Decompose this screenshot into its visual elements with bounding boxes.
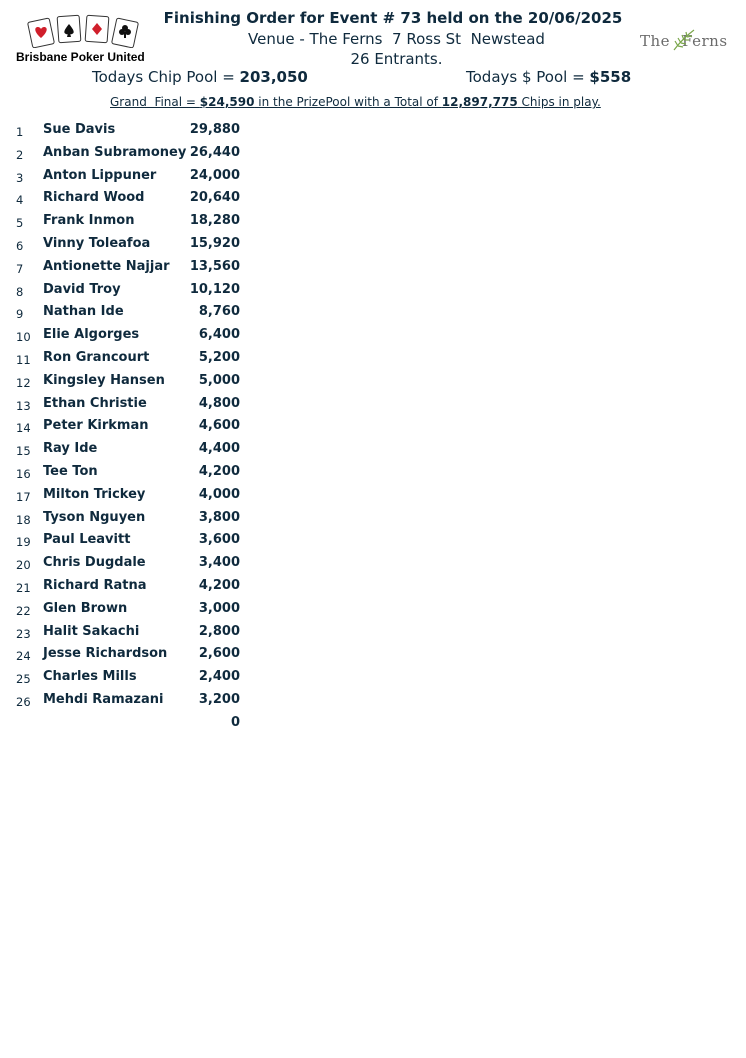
dollar-pool-label: Todays $ Pool = bbox=[466, 68, 590, 86]
result-row bbox=[0, 279, 260, 302]
chip-count: 8,760 bbox=[198, 304, 240, 320]
player-name: David Troy bbox=[43, 281, 121, 297]
player-name: Ron Grancourt bbox=[43, 349, 150, 365]
chip-count: 2,400 bbox=[198, 669, 240, 685]
result-row bbox=[0, 210, 260, 233]
player-name: Jesse Richardson bbox=[43, 646, 168, 662]
chip-count: 6,400 bbox=[198, 327, 240, 343]
finish-position: 26 bbox=[16, 694, 31, 709]
finish-position: 11 bbox=[16, 352, 31, 367]
ferns-text-a: The bbox=[640, 32, 671, 50]
finish-position: 17 bbox=[16, 489, 31, 504]
player-name: Anton Lippuner bbox=[43, 167, 157, 183]
chip-count: 4,000 bbox=[198, 486, 240, 502]
grand-final-prefix: Grand Final = bbox=[110, 95, 200, 109]
player-name: Ethan Christie bbox=[43, 395, 147, 411]
playing-cards-icon bbox=[24, 14, 144, 48]
finish-position: 13 bbox=[16, 398, 31, 413]
chip-count: 4,600 bbox=[198, 418, 240, 434]
chip-count: 3,200 bbox=[198, 691, 240, 707]
finish-position: 16 bbox=[16, 466, 31, 481]
result-row bbox=[0, 666, 260, 689]
player-name: Frank Inmon bbox=[43, 213, 135, 229]
entrants-count: 26 Entrants. bbox=[350, 50, 443, 68]
result-row bbox=[0, 529, 260, 552]
finish-position: 8 bbox=[16, 284, 24, 299]
ferns-text-b: Ferns bbox=[682, 32, 728, 50]
result-row bbox=[0, 301, 260, 324]
chip-pool-value: 203,050 bbox=[239, 68, 308, 86]
result-row bbox=[0, 233, 260, 256]
result-row bbox=[0, 461, 260, 484]
player-name: Halit Sakachi bbox=[43, 623, 140, 639]
result-row bbox=[0, 347, 260, 370]
player-name: Vinny Toleafoa bbox=[43, 235, 151, 251]
result-row bbox=[0, 415, 260, 438]
grand-final-chips: 12,897,775 bbox=[441, 95, 518, 109]
player-name: Paul Leavitt bbox=[43, 532, 131, 548]
grand-final-middle: in the PrizePool with a Total of bbox=[254, 95, 442, 109]
finish-position: 4 bbox=[16, 193, 24, 208]
results-list bbox=[0, 119, 260, 734]
venue-line: Venue - The Ferns 7 Ross St Newstead bbox=[248, 30, 545, 48]
player-name: Tee Ton bbox=[43, 463, 98, 479]
chip-count: 3,400 bbox=[198, 555, 240, 571]
finish-position: 24 bbox=[16, 649, 31, 664]
finish-position: 3 bbox=[16, 170, 24, 185]
chip-count: 26,440 bbox=[189, 144, 240, 160]
chip-count: 3,000 bbox=[198, 600, 240, 616]
chip-count: 2,800 bbox=[198, 623, 240, 639]
chip-count: 5,200 bbox=[198, 349, 240, 365]
player-name: Glen Brown bbox=[43, 600, 128, 616]
result-row bbox=[0, 507, 260, 530]
chip-pool bbox=[92, 68, 308, 86]
player-name: Kingsley Hansen bbox=[43, 372, 165, 388]
result-row bbox=[0, 142, 260, 165]
result-row bbox=[0, 552, 260, 575]
finish-position: 12 bbox=[16, 375, 31, 390]
result-row bbox=[0, 324, 260, 347]
chip-count: 29,880 bbox=[189, 122, 240, 137]
player-name: Antionette Najjar bbox=[43, 258, 170, 274]
result-row bbox=[0, 393, 260, 416]
chip-pool-label: Todays Chip Pool = bbox=[92, 68, 240, 86]
chip-count: 18,280 bbox=[189, 213, 240, 229]
chip-count: 3,600 bbox=[198, 532, 240, 548]
finish-position: 18 bbox=[16, 512, 31, 527]
the-ferns-logo bbox=[640, 28, 736, 54]
dollar-pool bbox=[466, 68, 631, 86]
player-name: Peter Kirkman bbox=[43, 418, 149, 434]
chip-count: 15,920 bbox=[189, 235, 240, 251]
finish-position: 21 bbox=[16, 580, 31, 595]
finish-position: 22 bbox=[16, 603, 31, 618]
chip-count: 4,200 bbox=[198, 463, 240, 479]
finish-position: 10 bbox=[16, 330, 31, 345]
chip-count: 2,600 bbox=[198, 646, 240, 662]
finish-position: 23 bbox=[16, 626, 31, 641]
finish-position: 2 bbox=[16, 147, 24, 162]
chip-count: 10,120 bbox=[189, 281, 240, 297]
result-row bbox=[0, 643, 260, 666]
chip-count: 4,800 bbox=[198, 395, 240, 411]
player-name: Elie Algorges bbox=[43, 327, 140, 343]
player-name: Anban Subramoney bbox=[43, 144, 187, 160]
finish-position: 9 bbox=[16, 307, 24, 322]
chip-count: 4,400 bbox=[198, 441, 240, 457]
chip-count: 3,800 bbox=[198, 509, 240, 525]
result-row bbox=[0, 689, 260, 712]
dollar-pool-value: $558 bbox=[589, 68, 632, 86]
result-row bbox=[0, 370, 260, 393]
finish-position: 25 bbox=[16, 672, 31, 687]
chip-count: 5,000 bbox=[198, 372, 240, 388]
total-row bbox=[0, 712, 260, 734]
result-row bbox=[0, 119, 260, 142]
grand-final-amount: $24,590 bbox=[199, 95, 255, 109]
result-row bbox=[0, 438, 260, 461]
player-name: Nathan Ide bbox=[43, 304, 124, 320]
finish-position: 14 bbox=[16, 421, 31, 436]
player-name: Tyson Nguyen bbox=[43, 509, 146, 525]
result-row bbox=[0, 256, 260, 279]
result-row bbox=[0, 621, 260, 644]
player-name: Mehdi Ramazani bbox=[43, 691, 164, 707]
finish-position: 19 bbox=[16, 535, 31, 550]
player-name: Ray Ide bbox=[43, 441, 98, 457]
page-title: Finishing Order for Event # 73 held on the 20/06/2025 bbox=[163, 9, 623, 27]
chip-count: 4,200 bbox=[198, 577, 240, 593]
player-name: Milton Trickey bbox=[43, 486, 146, 502]
chip-count: 13,560 bbox=[189, 258, 240, 274]
grand-final-suffix: Chips in play. bbox=[517, 95, 601, 109]
player-name: Richard Ratna bbox=[43, 577, 147, 593]
finish-position: 7 bbox=[16, 261, 24, 276]
grand-final-line bbox=[110, 95, 601, 109]
fern-leaf-icon bbox=[670, 28, 696, 52]
result-row bbox=[0, 484, 260, 507]
finish-position: 15 bbox=[16, 444, 31, 459]
chip-total: 0 bbox=[230, 714, 240, 730]
player-name: Richard Wood bbox=[43, 190, 145, 206]
player-name: Sue Davis bbox=[43, 122, 116, 137]
chip-count: 20,640 bbox=[189, 190, 240, 206]
result-row bbox=[0, 187, 260, 210]
finish-position: 20 bbox=[16, 558, 31, 573]
finish-position: 6 bbox=[16, 238, 24, 253]
finish-position: 5 bbox=[16, 216, 24, 231]
chip-count: 24,000 bbox=[189, 167, 240, 183]
logo-name: Brisbane Poker United bbox=[16, 50, 145, 64]
player-name: Charles Mills bbox=[43, 669, 137, 685]
player-name: Chris Dugdale bbox=[43, 555, 146, 571]
result-row bbox=[0, 575, 260, 598]
result-row bbox=[0, 165, 260, 188]
finish-position: 1 bbox=[16, 125, 24, 139]
result-row bbox=[0, 598, 260, 621]
